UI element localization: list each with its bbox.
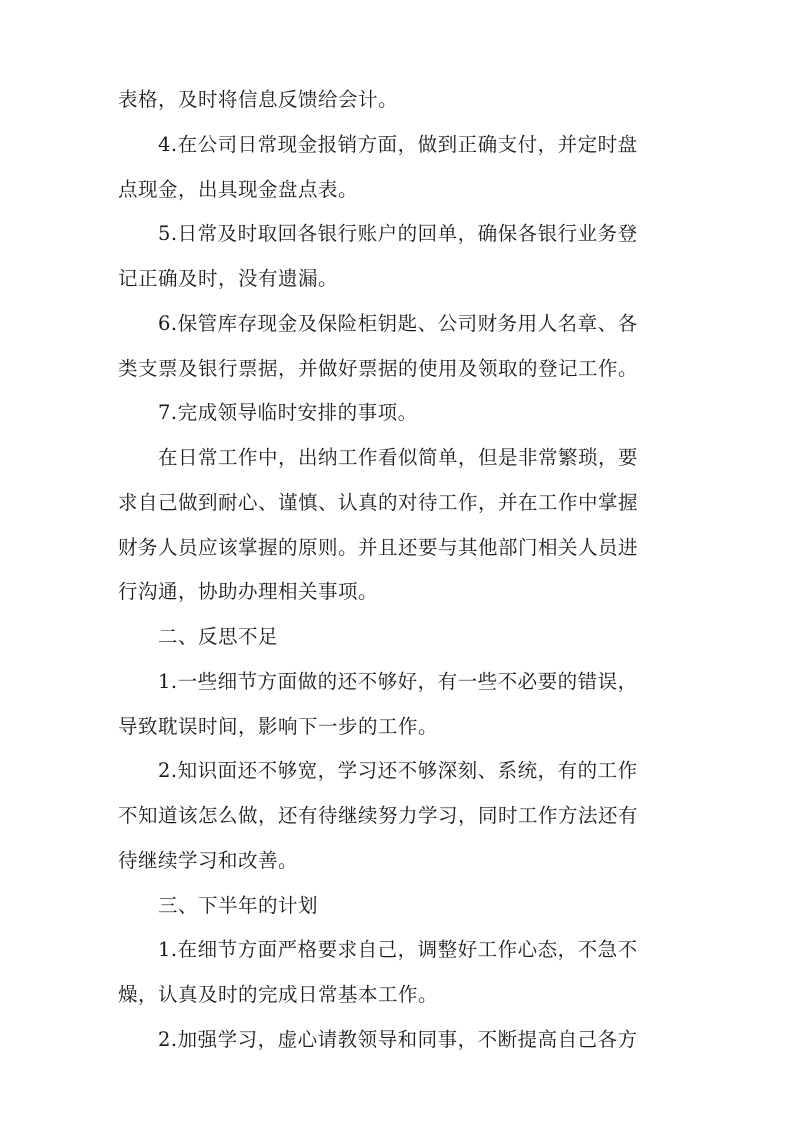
text-line: 1.一些细节方面做的还不够好，有一些不必要的错误，: [158, 669, 638, 693]
text-line: 点现金，出具现金盘点表。: [118, 177, 359, 201]
text-line: 4.在公司日常现金报销方面，做到正确支付，并定时盘: [158, 132, 638, 156]
text-line: 待继续学习和改善。: [118, 848, 299, 872]
text-line: 1.在细节方面严格要求自己，调整好工作心态，不急不: [158, 938, 638, 962]
text-line: 燥，认真及时的完成日常基本工作。: [118, 983, 439, 1006]
section-heading: 三、下半年的计划: [158, 893, 319, 917]
text-line: 求自己做到耐心、谨慎、认真的对待工作，并在工作中掌握: [118, 490, 639, 514]
text-line: 6.保管库存现金及保险柜钥匙、公司财务用人名章、各: [158, 311, 638, 335]
text-line: 5.日常及时取回各银行账户的回单，确保各银行业务登: [158, 222, 638, 246]
text-line: 导致耽误时间，影响下一步的工作。: [118, 714, 439, 738]
text-line: 财务人员应该掌握的原则。并且还要与其他部门相关人员进: [118, 535, 639, 559]
section-heading: 二、反思不足: [158, 625, 279, 648]
text-line: 在日常工作中，出纳工作看似简单，但是非常繁琐，要: [158, 446, 639, 469]
text-line: 2.加强学习，虚心请教领导和同事，不断提高自己各方: [158, 1027, 638, 1051]
document-page: [118, 88, 664, 1073]
text-line: 7.完成领导临时安排的事项。: [158, 401, 418, 425]
text-line: 行沟通，协助办理相关事项。: [118, 580, 379, 604]
text-line: 记正确及时，没有遗漏。: [118, 267, 339, 290]
text-line: 类支票及银行票据，并做好票据的使用及领取的登记工作。: [118, 356, 639, 380]
text-line: 2.知识面还不够宽，学习还不够深刻、系统，有的工作: [158, 759, 638, 783]
text-line: 不知道该怎么做，还有待继续努力学习，同时工作方法还有: [118, 804, 639, 827]
text-line: 表格，及时将信息反馈给会计。: [118, 88, 399, 111]
